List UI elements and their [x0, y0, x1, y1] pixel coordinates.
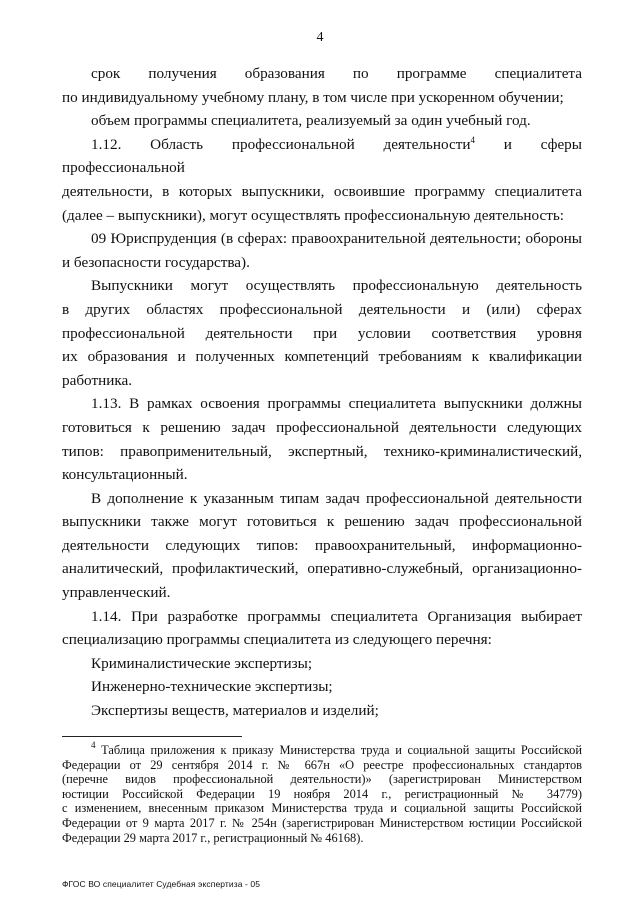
text-line: аналитический, профилактический, оперативно-служебный, организационно- — [62, 560, 582, 578]
text-line: Федерации от 29 сентября 2014 г. № 667н «О реестре профессиональных стандартов — [62, 757, 582, 772]
text-line: готовиться к решению задач профессиональной деятельности следующих — [62, 418, 582, 436]
text-segment: и сферы профессиональной — [62, 135, 582, 177]
text-line: (далее – выпускники), могут осуществлять профессиональную деятельность: — [62, 206, 565, 224]
text-segment: 1.12. Область профессиональной деятельности — [91, 135, 471, 153]
text-line: В дополнение к указанным типам задач профессиональной деятельности — [91, 489, 582, 507]
text-line: и безопасности государства). — [62, 253, 250, 271]
paragraph-1-12 — [62, 133, 582, 227]
text-line: их образования и полученных компетенций требованиям к квалификации — [62, 348, 582, 366]
paragraph-study-period — [62, 62, 582, 109]
text-line: 09 Юриспруденция (в сферах: правоохранительной деятельности; обороны — [91, 230, 582, 248]
paragraph-other-areas — [62, 274, 582, 392]
text-line — [62, 740, 582, 758]
footnote-marker: 4 — [91, 740, 96, 750]
text-line: специализацию программы специалитета из следующего перечня: — [62, 631, 492, 649]
text-line: с изменением, внесенным приказом Министерства труда и социальной защиты Российской — [62, 801, 582, 816]
text-line: срок получения образования по программе специалитета — [91, 65, 582, 82]
page-number: 4 — [316, 30, 324, 45]
text-line: типов: правоприменительный, экспертный, технико-криминалистический, — [62, 442, 582, 460]
text-line — [62, 133, 582, 180]
text-line: управленческий. — [62, 584, 171, 602]
page-footer: ФГОС ВО специалитет Судебная экспертиза - 05 — [62, 879, 261, 889]
footnote — [62, 740, 582, 845]
text-line: юстиции Российской Федерации 19 ноября 2014 г., регистрационный № 34779) — [62, 786, 582, 801]
text-line: в других областях профессиональной деятельности и (или) сферах — [62, 300, 582, 318]
paragraph-program-volume — [62, 109, 582, 133]
text-line: консультационный. — [62, 466, 188, 484]
text-segment: Таблица приложения к приказу Министерства труда и социальной защиты Российской — [95, 743, 582, 757]
footnote-divider — [62, 736, 242, 737]
list-item — [62, 675, 582, 699]
paragraph-1-13 — [62, 392, 582, 486]
text-line: (перечне видов профессиональной деятельности)» (зарегистрирован Министерством — [62, 772, 582, 787]
body-text — [62, 62, 582, 723]
text-line: Криминалистические экспертизы; — [91, 654, 313, 672]
text-line: 1.14. При разработке программы специалитета Организация выбирает — [91, 607, 582, 625]
list-item — [62, 699, 582, 723]
text-line: Инженерно-технические экспертизы; — [91, 678, 333, 696]
paragraph-1-14 — [62, 605, 582, 652]
text-line: Выпускники могут осуществлять профессиональную деятельность — [91, 277, 582, 295]
list-item — [62, 652, 582, 676]
text-line: Экспертизы веществ, материалов и изделий; — [91, 702, 379, 720]
text-line: Федерации от 9 марта 2017 г. № 254н (зарегистрирован Министерством юстиции Российской — [62, 815, 582, 830]
paragraph-jurisprudence — [62, 227, 582, 274]
text-line: по индивидуальному учебному плану, в том числе при ускоренном обучении; — [62, 88, 564, 106]
text-line: объем программы специалитета, реализуемый за один учебный год. — [91, 112, 531, 130]
text-line: деятельности, в которых выпускники, освоившие программу специалитета — [62, 182, 582, 200]
paragraph-additional-types — [62, 487, 582, 605]
text-line: профессиональной деятельности при условии соответствия уровня — [62, 324, 582, 342]
text-line: деятельности следующих типов: правоохранительный, информационно- — [62, 536, 582, 554]
text-line: выпускники также могут готовиться к решению задач профессиональной — [62, 513, 582, 531]
text-line: Федерации 29 марта 2017 г., регистрационный № 46168). — [62, 830, 364, 845]
text-line: 1.13. В рамках освоения программы специалитета выпускники должны — [91, 395, 582, 413]
text-line: работника. — [62, 371, 133, 389]
footnote-reference: 4 — [470, 134, 475, 145]
